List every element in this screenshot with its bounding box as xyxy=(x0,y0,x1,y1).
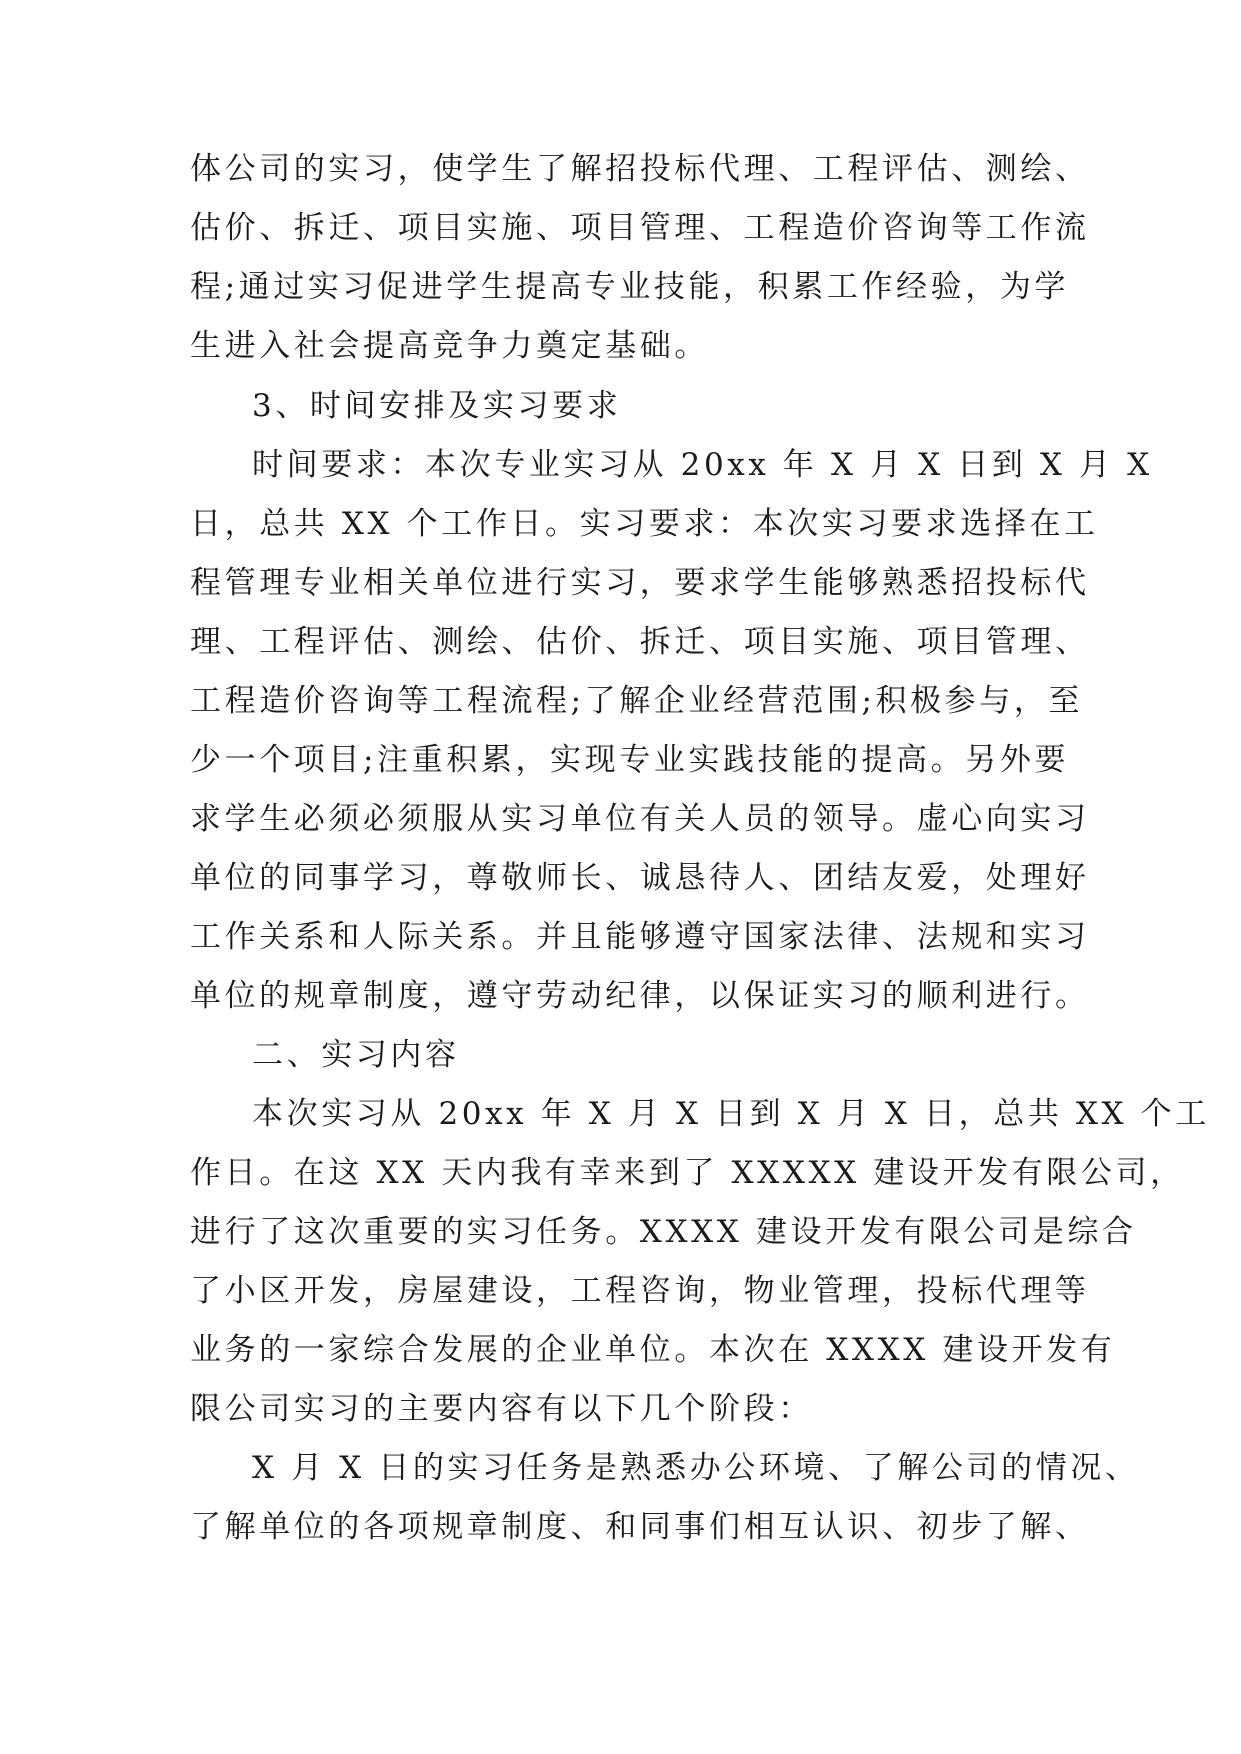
body-text-line: 单位的同事学习，尊敬师长、诚恳待人、团结友爱，处理好 xyxy=(190,860,1090,896)
body-text-line: 时间要求：本次专业实习从 20xx 年 X 月 X 日到 X 月 X xyxy=(252,447,1153,483)
body-text-line: 生进入社会提高竞争力奠定基础。 xyxy=(190,328,709,364)
body-text-line: 理、工程评估、测绘、估价、拆迁、项目实施、项目管理、 xyxy=(190,624,1090,660)
body-text-line: 估价、拆迁、项目实施、项目管理、工程造价咨询等工作流 xyxy=(190,210,1090,246)
section-heading: 二、实习内容 xyxy=(252,1037,460,1073)
body-text-line: 了解单位的各项规章制度、和同事们相互认识、初步了解、 xyxy=(190,1509,1090,1545)
body-text-line: 体公司的实习，使学生了解招投标代理、工程评估、测绘、 xyxy=(190,151,1090,187)
section-heading: 3、时间安排及实习要求 xyxy=(252,388,622,424)
body-text-line: 进行了这次重要的实习任务。XXXX 建设开发有限公司是综合 xyxy=(190,1214,1137,1250)
body-text-line: 了小区开发，房屋建设，工程咨询，物业管理，投标代理等 xyxy=(190,1273,1090,1309)
body-text-line: 作日。在这 XX 天内我有幸来到了 XXXXX 建设开发有限公司， xyxy=(190,1155,1185,1191)
body-text-line: 单位的规章制度，遵守劳动纪律，以保证实习的顺利进行。 xyxy=(190,978,1090,1014)
body-text-line: 少一个项目;注重积累，实现专业实践技能的提高。另外要 xyxy=(190,742,1070,778)
body-text-line: 本次实习从 20xx 年 X 月 X 日到 X 月 X 日，总共 XX 个工 xyxy=(252,1096,1210,1132)
body-text-line: 业务的一家综合发展的企业单位。本次在 XXXX 建设开发有 xyxy=(190,1332,1116,1368)
body-text-line: 程管理专业相关单位进行实习，要求学生能够熟悉招投标代 xyxy=(190,565,1090,601)
body-text-line: X 月 X 日的实习任务是熟悉办公环境、了解公司的情况、 xyxy=(252,1450,1140,1486)
body-text-line: 工作关系和人际关系。并且能够遵守国家法律、法规和实习 xyxy=(190,919,1090,955)
body-text-line: 工程造价咨询等工程流程;了解企业经营范围;积极参与，至 xyxy=(190,683,1084,719)
body-text-line: 限公司实习的主要内容有以下几个阶段： xyxy=(190,1391,813,1427)
body-text-line: 求学生必须必须服从实习单位有关人员的领导。虚心向实习 xyxy=(190,801,1090,837)
body-text-line: 日，总共 XX 个工作日。实习要求：本次实习要求选择在工 xyxy=(190,506,1099,542)
body-text-line: 程;通过实习促进学生提高专业技能，积累工作经验，为学 xyxy=(190,269,1070,305)
